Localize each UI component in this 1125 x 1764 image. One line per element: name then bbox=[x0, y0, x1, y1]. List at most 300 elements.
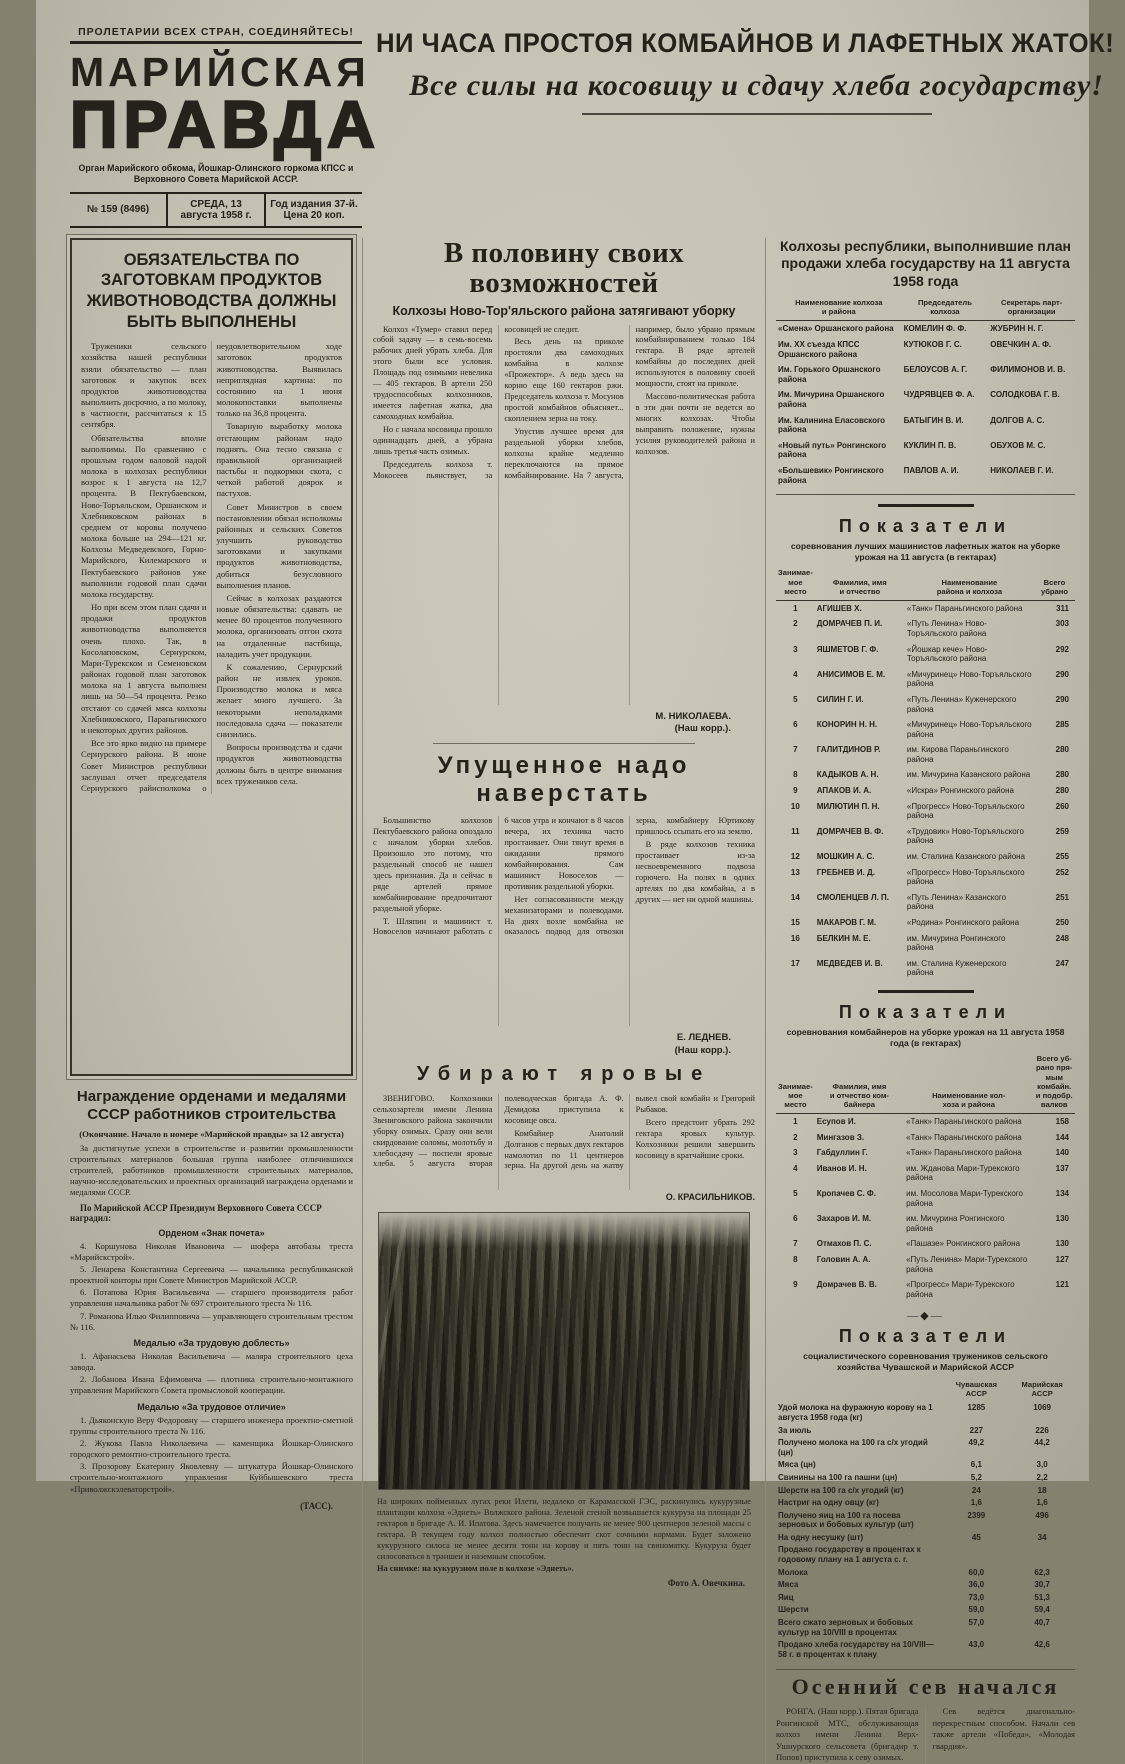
mari-value: 62,3 bbox=[1034, 1567, 1050, 1577]
indicators-machinists bbox=[776, 516, 1075, 981]
photo-caption: На широких пойменных лугах реки Илети, недалеко от Карамасской ГЭС, раскинулись кукурузные плантации колхоза «Эднеть» Волжского района. Зеленой стеной возвышается кукуруза на площади 25 гектаров в бригаде А. И. Ипатова. Здесь намечается получить не менее 900 центнеров зеленой массы с гектара. В текущем году колхоз полностью обеспечит скот сочными кормами. Будет заложено кукурузного силоса не менее десяти тонн на корову и пять тонн на свиноматку. Кукуруза будет силосоваться в траншеи и наземным способом. bbox=[377, 1496, 751, 1561]
article-divider bbox=[433, 743, 695, 744]
indicator-label: Мяса bbox=[778, 1580, 799, 1590]
photo-credit: Фото А. Овечкина. bbox=[667, 1578, 745, 1589]
table-row bbox=[776, 642, 1075, 667]
awards-continuation-note: (Окончание. Начало в номере «Марийской правды» за 12 августа) bbox=[79, 1128, 344, 1139]
main-article bbox=[373, 238, 755, 736]
table-row bbox=[776, 438, 1075, 463]
masthead bbox=[70, 26, 381, 228]
person-name: АНИСИМОВ Е. М. bbox=[816, 669, 886, 679]
indicator-label: Шерсти на 100 га с/х угодий (кг) bbox=[778, 1485, 904, 1495]
person-name: ЯШМЕТОВ Г. Ф. bbox=[816, 644, 879, 654]
hectares-total: 290 bbox=[1055, 669, 1069, 679]
kolkhoz-name: «Танк» Параньгинского района bbox=[906, 1148, 1022, 1158]
content-columns bbox=[70, 238, 1075, 1764]
person-name: Габдуллин Г. bbox=[816, 1148, 868, 1158]
chuvash-value bbox=[943, 1544, 1009, 1566]
hectares-total: 285 bbox=[1055, 720, 1069, 730]
kolkhoz-name: «Трудовик» Ново-Торъяльского района bbox=[906, 826, 1024, 846]
byline-note: (Наш корр.). bbox=[674, 1044, 731, 1056]
section-divider-bar bbox=[878, 504, 974, 507]
empty-header bbox=[776, 1378, 943, 1402]
kolkhoz-name: Им. Калинина Еласовского района bbox=[778, 415, 886, 435]
table-row bbox=[776, 1437, 1075, 1459]
place-rank: 1 bbox=[793, 1116, 798, 1126]
table-row bbox=[776, 1471, 1075, 1484]
column-header: Наименование колхоза и района bbox=[776, 296, 902, 321]
party-secretary-name: ЖУБРИН Н. Г. bbox=[990, 324, 1044, 334]
combiners-table bbox=[776, 1052, 1075, 1302]
indicators-combiners bbox=[776, 1002, 1075, 1302]
person-name: Кропачев С. Ф. bbox=[816, 1188, 876, 1198]
paragraph: Всего предстоит убрать 292 гектара яровых культур. Колхозники решили завершить косовицу в кратчайшие сроки. bbox=[635, 1117, 755, 1160]
autumn-sowing-title: Осенний сев начался bbox=[791, 1673, 1060, 1699]
chuvash-value: 5,2 bbox=[970, 1472, 982, 1482]
issue-edition-price bbox=[264, 194, 362, 226]
indicator-label: Молока bbox=[778, 1567, 808, 1577]
second-article bbox=[373, 752, 755, 1057]
place-rank: 8 bbox=[793, 1254, 798, 1264]
person-name: Мингазов З. bbox=[816, 1132, 865, 1142]
combiners-header-row bbox=[776, 1052, 1075, 1113]
indicator-label: Продано государству в процентах к годовому плану на 1 августа с. г. bbox=[778, 1545, 921, 1565]
middle-column bbox=[362, 238, 766, 1764]
place-rank: 7 bbox=[793, 745, 798, 755]
tass-credit: (ТАСС). bbox=[300, 1500, 333, 1511]
person-name: Есупов И. bbox=[816, 1116, 856, 1126]
paragraph: Сев ведётся диагонально-перекрестным способом. Начали сев также артели «Победа», «Молодая гвардия». bbox=[932, 1705, 1075, 1751]
mari-value: 34 bbox=[1037, 1532, 1047, 1542]
indicator-label: Получено яиц на 100 га посева зерновых и бобовых культур (шт) bbox=[778, 1510, 914, 1530]
section-divider-bar bbox=[878, 990, 974, 993]
awards-lead-in: По Марийской АССР Президиум Верховного Совета СССР наградил: bbox=[70, 1202, 322, 1223]
page-header bbox=[70, 26, 1115, 228]
hectares-total: 290 bbox=[1055, 694, 1069, 704]
paragraph: Упустив лучшее время для раздельной уборки хлебов, колхозы крайне медленно переключаются на прямое комбайнирование. На 7 августа, например, было убрано прямым комбайнированием только 184 гектара. В ряде артелей комбайны до последних дней используются в половину своей мощности, стоят на приколе. bbox=[504, 324, 755, 480]
hectares-total: 311 bbox=[1056, 603, 1069, 613]
person-name: МИЛЮТИН П. Н. bbox=[816, 801, 880, 811]
newspaper-title-line1: МАРИЙСКАЯ bbox=[70, 49, 370, 95]
person-name: КАДЫКОВ А. Н. bbox=[816, 770, 879, 780]
kolkhoz-name: Им. Мичурина Оршанского района bbox=[778, 390, 885, 409]
table-row bbox=[776, 1236, 1075, 1252]
photo-corn-field bbox=[378, 1212, 750, 1490]
kolkhoz-name: «Путь Ленина» Куженерского района bbox=[906, 694, 1017, 714]
place-rank: 10 bbox=[790, 801, 800, 811]
mari-value bbox=[1009, 1544, 1075, 1566]
table-row bbox=[776, 1277, 1075, 1302]
kolkhoz-name: «Путь Ленина» Ново-Торъяльского района bbox=[906, 619, 987, 638]
hectares-total: 127 bbox=[1055, 1254, 1069, 1264]
column-header: Секретарь парт- организации bbox=[988, 296, 1075, 321]
mari-value: 42,6 bbox=[1034, 1640, 1050, 1650]
place-rank: 15 bbox=[790, 918, 800, 928]
table-row bbox=[776, 824, 1075, 849]
award-item: 1. Дьяконскую Веру Федоровну — старшего инженера проектно-сметной группы строительного треста № 116. bbox=[70, 1414, 353, 1436]
chuvash-value: 43,0 bbox=[968, 1640, 985, 1650]
place-rank: 9 bbox=[793, 1280, 798, 1290]
paragraph: Но с начала косовицы прошло одиннадцать дней, а убрана лишь третья часть озимых. bbox=[373, 424, 493, 456]
award-section bbox=[70, 1228, 353, 1333]
grain-plan-winners-box bbox=[776, 238, 1075, 495]
kolkhoz-name: «Танк» Параньгинского района bbox=[906, 1132, 1022, 1142]
kolkhoz-name: им. Кирова Параньгинского района bbox=[906, 745, 1009, 764]
person-name: Захаров И. М. bbox=[816, 1214, 872, 1224]
second-article-title: Упущенное надо наверстать bbox=[437, 752, 691, 808]
chuvash-value: 49,2 bbox=[968, 1438, 985, 1448]
person-name: ДОМРАЧЕВ В. Ф. bbox=[816, 826, 884, 836]
table-row bbox=[776, 890, 1075, 915]
column-header: Наименование района и колхоза bbox=[905, 566, 1034, 600]
person-name: Иванов И. Н. bbox=[816, 1163, 867, 1173]
table-row bbox=[776, 1113, 1075, 1129]
paragraph: Большинство колхозов Пектубаевского района опоздало с началом уборки хлебов. Произошло это потому, что раздельный способ не нашел здесь признания. Да и сейчас в ряде артелей прямое комбайнирование предпочитают раздельной уборке. bbox=[373, 816, 493, 913]
table-row bbox=[776, 1145, 1075, 1161]
paragraph: Обязательства вполне выполнимы. По сравнению с прошлым годом валовой надой молока в колхозах республики возрос к 1 августа на 12,7 процента. В Пектубаевском, Ново-Торъяльском, Оршанском и Хлебниковском районах в среднем от коровы получено молока больше на 294—121 кг. Колхозы Медведевского, Горно-Марийского, Килемарского и Пектубаевского районов уже выполнили годовой план сдачи молока государству. bbox=[81, 432, 207, 599]
mari-value: 44,2 bbox=[1034, 1438, 1050, 1448]
kolkhoz-name: им. Сталина Куженерского района bbox=[906, 958, 1007, 978]
paragraph: Председатель колхоза т. Мокосеев пьянствует, за косовицей не следит. bbox=[373, 324, 580, 480]
person-name: СМОЛЕНЦЕВ Л. П. bbox=[816, 892, 890, 902]
table-row bbox=[776, 337, 1075, 362]
left-column bbox=[70, 238, 362, 1764]
table-row bbox=[776, 931, 1075, 956]
paragraph: Колхоз «Тумер» ставил перед собой задачу — в семь-восемь рабочих дней убрать хлеба. Для этого были все условия. Площадь под озимыми невелика — 405 гектаров. В артели 250 трудоспособных колхозников, имеется лафетная жатка, два самоходных комбайна. bbox=[373, 324, 493, 421]
photo-snapshot-note: На снимке: на кукурузном поле в колхозе «Эднеть». bbox=[377, 1564, 574, 1574]
main-article-subtitle: Колхозы Ново-Тор'яльского района затягивают уборку bbox=[392, 303, 736, 318]
kolkhoz-name: Им. Горького Оршанского района bbox=[778, 365, 881, 384]
main-article-byline bbox=[373, 711, 731, 736]
indicators3-title: Показатели bbox=[838, 1326, 1013, 1347]
table-row bbox=[776, 1531, 1075, 1544]
banner bbox=[362, 26, 1125, 115]
issue-date: СРЕДА, 13 августа 1958 г. bbox=[166, 194, 264, 226]
hectares-total: 134 bbox=[1055, 1188, 1069, 1198]
hectares-total: 248 bbox=[1055, 933, 1069, 943]
hectares-total: 130 bbox=[1055, 1214, 1069, 1224]
chuvash-value: 60,0 bbox=[968, 1567, 985, 1577]
indicator-label: Получено молока на 100 га с/х угодий (цн) bbox=[778, 1438, 928, 1457]
mari-value: 18 bbox=[1037, 1485, 1047, 1495]
award-item: 5. Ленарева Константина Сергеевича — начальника республиканской проектной конторы при Совете Министров Марийской АССР. bbox=[70, 1263, 353, 1286]
chuvash-value: 73,0 bbox=[968, 1592, 985, 1602]
person-name: СИЛИН Г. И. bbox=[816, 694, 864, 704]
place-rank: 9 bbox=[793, 786, 798, 796]
award-items bbox=[70, 1241, 353, 1333]
table-row bbox=[776, 1579, 1075, 1592]
paragraph: ЗВЕНИГОВО. Колхозники сельхозартели имени Ленина Звениговского района закончили уборку озимых. Сразу они вели скирдование соломы, молотьбу и хлебосдачу — поспели яровые хлеба. 5 августа вторая полеводческая бригада А. Ф. Демидова приступила к косовице овса. bbox=[373, 1093, 624, 1169]
place-rank: 5 bbox=[793, 694, 798, 704]
award-item: 4. Коршунова Николая Ивановича — шофера автобазы треста «Марийскстрой». bbox=[70, 1240, 353, 1262]
place-rank: 2 bbox=[793, 1132, 798, 1142]
person-name: МОШКИН А. С. bbox=[816, 852, 875, 862]
chuvash-value: 24 bbox=[971, 1485, 981, 1495]
hectares-total: 252 bbox=[1055, 867, 1069, 877]
column-header: Наименование кол- хоза и района bbox=[904, 1052, 1033, 1113]
winners-header-row bbox=[776, 296, 1075, 321]
kolkhoz-name: «Пашазе» Ронгинского района bbox=[906, 1239, 1021, 1249]
paragraph: Совет Министров в своем постановлении обязал исполкомы районных и сельских Советов улучшить руководство заготовками и закупками продуктов животноводства, добиться безусловного выполнения планов. bbox=[216, 501, 342, 590]
award-items bbox=[70, 1415, 353, 1495]
party-secretary-name: ФИЛИМОНОВ И. В. bbox=[990, 365, 1066, 375]
kolkhoz-name: Им. XX съезда КПСС Оршанского района bbox=[778, 339, 860, 359]
column-header: Всего уб- рано пря- мым комбайн. и подобр. валков bbox=[1033, 1052, 1075, 1113]
kolkhoz-name: «Большевик» Ронгинского района bbox=[778, 465, 884, 485]
autumn-sowing-body bbox=[776, 1706, 1075, 1764]
chuvash-value: 1285 bbox=[967, 1403, 986, 1413]
table-row bbox=[776, 413, 1075, 438]
masthead-slogan: ПРОЛЕТАРИИ ВСЕХ СТРАН, СОЕДИНЯЙТЕСЬ! bbox=[70, 26, 362, 44]
award-section-heading: Медалью «За трудовую доблесть» bbox=[133, 1337, 290, 1348]
second-article-body bbox=[373, 816, 755, 1026]
diamond-ornament-icon: —◆— bbox=[907, 1310, 944, 1323]
chairman-name: КУКЛИН П. В. bbox=[903, 440, 957, 450]
table-row bbox=[776, 717, 1075, 742]
paragraph: Товарную выработку молока отстающим районам надо поднять. Она тесно связана с правильной организацией пастьбы и подкормки скота, с четкой работой доярок и пастухов. bbox=[216, 421, 342, 499]
place-rank: 13 bbox=[790, 867, 800, 877]
hectares-total: 137 bbox=[1055, 1163, 1069, 1173]
kolkhoz-name: «Родина» Ронгинского района bbox=[906, 918, 1020, 928]
main-article-body bbox=[373, 325, 755, 705]
column-header: Занимае- мое место bbox=[776, 1052, 815, 1113]
kolkhoz-name: «Смена» Оршанского района bbox=[778, 324, 894, 334]
indicator-label: Удой молока на фуражную корову на 1 августа 1958 года (кг) bbox=[778, 1403, 933, 1422]
winners-table bbox=[776, 296, 1075, 488]
award-section-heading: Орденом «Знак почета» bbox=[158, 1227, 265, 1238]
indicator-label: Свинины на 100 га пашни (цн) bbox=[778, 1472, 898, 1482]
newspaper-page bbox=[36, 0, 1115, 1763]
table-row bbox=[776, 1604, 1075, 1617]
table-row bbox=[776, 1566, 1075, 1579]
paragraph: Все это ярко видно на примере Сернурского района. В июне Совет Министров республики заслушал отчет председателя Сернурского райисполкома о неудовлетворительном ходе заготовок продуктов животноводства. Выявилась неприглядная картина: по состоянию на 1 июня молокопоставки выполнены только на 36,8 процента. bbox=[81, 341, 342, 793]
hectares-total: 280 bbox=[1055, 786, 1069, 796]
hectares-total: 259 bbox=[1055, 826, 1069, 836]
kolkhoz-name: «Прогресс» Ново-Торъяльского района bbox=[906, 867, 1025, 887]
hectares-total: 280 bbox=[1055, 770, 1069, 780]
person-name: Домрачев В. В. bbox=[816, 1280, 877, 1290]
award-section bbox=[70, 1402, 353, 1495]
paragraph: Вопросы производства и сдачи продуктов животноводства должны быть в центре внимания всех тружеников села. bbox=[216, 742, 342, 786]
award-item: 2. Лобанова Ивана Ефимовича — плотника строительно-монтажного управления Марийского Совета промысловой кооперации. bbox=[70, 1374, 353, 1396]
kolkhoz-name: «Путь Ленина» Казанского района bbox=[906, 892, 1007, 912]
hectares-total: 280 bbox=[1055, 745, 1069, 755]
table-row bbox=[776, 1424, 1075, 1437]
kolkhoz-name: «Новый путь» Ронгинского района bbox=[778, 440, 887, 460]
indicator-label: Продано хлеба государству на 10/VIII—58 г. в процентах к плану bbox=[778, 1640, 934, 1659]
table-row bbox=[776, 1544, 1075, 1566]
column-header: Председатель колхоза bbox=[902, 296, 989, 321]
mari-value: 3,0 bbox=[1036, 1460, 1048, 1470]
hectares-total: 247 bbox=[1055, 958, 1069, 968]
table-row bbox=[776, 1639, 1075, 1661]
column-header: Занимае- мое место bbox=[776, 566, 815, 600]
kolkhoz-name: «Мичуринец» Ново-Торъяльского района bbox=[906, 720, 1032, 739]
person-name: ДОМРАЧЕВ П. И. bbox=[816, 619, 883, 629]
issue-edition: Год издания 37-й. bbox=[270, 198, 358, 210]
awards-intro: За достигнутые успехи в строительстве и развитии промышленности строительных материалов большая группа наиболее отличившихся строителей, работников промышленности строительных материалов, научно-исследовательских и проектных организаций награждена орденами и медалями СССР. bbox=[70, 1142, 353, 1198]
kolkhoz-name: «Прогресс» Мари-Турекского района bbox=[906, 1280, 1015, 1299]
kolkhoz-name: «Танк» Параньгинского района bbox=[906, 1116, 1022, 1126]
chairman-name: БЕЛОУСОВ А. Г. bbox=[903, 365, 968, 375]
person-name: МЕДВЕДЕВ И. В. bbox=[816, 958, 883, 968]
chairman-name: КОМЕЛИН Ф. Ф. bbox=[903, 324, 967, 334]
column-header: Фамилия, имя и отчество bbox=[815, 566, 905, 600]
table-row bbox=[776, 667, 1075, 692]
hectares-total: 121 bbox=[1055, 1280, 1069, 1290]
table-row bbox=[776, 692, 1075, 717]
place-rank: 12 bbox=[790, 852, 800, 862]
paragraph: РОНГА. (Наш корр.). Пятая бригада Ронгинской МТС, обслуживающая колхоз имени Ленина Верх-Ушнурского сельсовета (бригадир т. Попов) приступила к севу озимых. bbox=[776, 1705, 919, 1763]
table-row bbox=[776, 1186, 1075, 1211]
award-item: 2. Жукова Павла Николаевича — каменщика Йошкар-Олинского городского ремонтно-строительного треста. bbox=[70, 1437, 353, 1460]
place-rank: 3 bbox=[793, 1148, 798, 1158]
person-name: Головин А. А. bbox=[816, 1254, 871, 1264]
third-article-body bbox=[373, 1094, 755, 1190]
table-row bbox=[776, 616, 1075, 641]
chuvash-value: 6,1 bbox=[970, 1460, 982, 1470]
place-rank: 7 bbox=[793, 1239, 798, 1249]
awards-sections bbox=[70, 1228, 353, 1495]
table-row bbox=[776, 463, 1075, 488]
hectares-total: 251 bbox=[1055, 892, 1069, 902]
hectares-total: 140 bbox=[1055, 1148, 1069, 1158]
mari-value: 40,7 bbox=[1034, 1618, 1050, 1628]
column-header: Фамилия, имя и отчество ком- байнера bbox=[815, 1052, 904, 1113]
kolkhoz-name: «Искра» Ронгинского района bbox=[906, 786, 1014, 796]
chuvash-value: 57,0 bbox=[968, 1618, 985, 1628]
indicators2-title: Показатели bbox=[838, 1001, 1013, 1022]
banner-rule bbox=[582, 113, 932, 115]
person-name: КОНОРИН Н. Н. bbox=[816, 720, 878, 730]
indicator-label: Мяса (цн) bbox=[778, 1460, 816, 1470]
paragraph: Массово-политическая работа в эти дни почти не ведется во многих колхозах. Чтобы выправить положение, нужны усилия руководителей района и колхозов. bbox=[635, 392, 755, 456]
issue-number: № 159 (8496) bbox=[86, 204, 150, 216]
indicator-label: Настриг на одну овцу (кг) bbox=[778, 1498, 879, 1508]
kolkhoz-name: «Прогресс» Ново-Торъяльского района bbox=[906, 801, 1025, 821]
chuvash-value: 227 bbox=[969, 1425, 984, 1435]
republics-comparison-table bbox=[776, 1378, 1075, 1661]
person-name: МАКАРОВ Г. М. bbox=[816, 918, 877, 928]
mari-value: 1,6 bbox=[1036, 1498, 1048, 1508]
hectares-total: 292 bbox=[1055, 644, 1069, 654]
place-rank: 1 bbox=[793, 603, 798, 613]
place-rank: 8 bbox=[793, 770, 798, 780]
party-secretary-name: ОВЕЧКИН А. Ф. bbox=[990, 339, 1052, 349]
mari-value: 496 bbox=[1035, 1510, 1049, 1520]
place-rank: 2 bbox=[793, 619, 798, 629]
chuvash-value: 2399 bbox=[967, 1510, 986, 1520]
mari-value: 51,3 bbox=[1034, 1592, 1050, 1602]
indicator-label: Шерсти bbox=[778, 1605, 809, 1615]
paragraph: Весь день на приколе простояли два самоходных комбайна в колхозе «Прожектор». А ведь здесь на корню еще 160 гектаров ржи. Председатель колхоза т. Мосунов простой комбайнов объясняет... скоплением зерна на току. bbox=[504, 337, 624, 423]
paragraph: Комбайнер Анатолий Долганов с первых двух гектаров намолотил по 11 центнеров зерна. На другой день на жатву вывел свой комбайн и Григорий Рыбаков. bbox=[504, 1093, 755, 1171]
kolkhoz-name: «Танк» Параньгинского района bbox=[906, 603, 1023, 613]
paragraph: Т. Шляпин и машинист т. Новоселов начинают работать с 6 часов утра и кончают в 8 часов вечера, их техника часто простаивает. Они тянут время в ожидании прямого комбайнирования. Сам машинист Новоселов — противник раздельной уборки. bbox=[373, 816, 624, 937]
chairman-name: БАТЫГИН В. И. bbox=[903, 415, 964, 425]
third-article bbox=[373, 1063, 755, 1202]
table-row bbox=[776, 321, 1075, 337]
mari-value: 1069 bbox=[1033, 1403, 1051, 1413]
table-row bbox=[776, 1617, 1075, 1639]
place-rank: 17 bbox=[790, 958, 800, 968]
third-article-title: Убирают яровые bbox=[416, 1062, 712, 1085]
hectares-total: 158 bbox=[1055, 1116, 1069, 1126]
issue-price: Цена 20 коп. bbox=[283, 209, 345, 221]
indicators1-title: Показатели bbox=[838, 516, 1013, 537]
table-row bbox=[776, 783, 1075, 799]
paragraph: К сожалению, Сернурский район не извлек уроков. Производство молока и мяса желает много лучшего. За некоторыми неполадками последовала сдача — показатели снизились. bbox=[216, 661, 342, 739]
hectares-total: 250 bbox=[1055, 918, 1069, 928]
lead-editorial-body bbox=[81, 341, 342, 794]
byline-name: Е. ЛЕДНЕВ. bbox=[676, 1032, 731, 1044]
table-row bbox=[776, 1130, 1075, 1146]
byline-note: (Наш корр.). bbox=[674, 722, 731, 734]
table-row bbox=[776, 1161, 1075, 1186]
mari-value: 2,2 bbox=[1036, 1472, 1048, 1482]
comparison-table-body bbox=[776, 1402, 1075, 1661]
person-name: ГРЕБНЕВ И. Д. bbox=[816, 867, 875, 877]
kolkhoz-name: им. Мосолова Мари-Турекского района bbox=[906, 1188, 1023, 1208]
award-item: 6. Потапова Юрия Васильевича — старшего производителя работ управления начальника работ № 697 строительного треста № 116. bbox=[70, 1287, 353, 1309]
table-row bbox=[776, 849, 1075, 865]
machinists-header-row bbox=[776, 566, 1075, 600]
table-row bbox=[776, 1497, 1075, 1510]
chairman-name: КУТЮКОВ Г. С. bbox=[903, 339, 962, 349]
table-row bbox=[776, 387, 1075, 412]
chairman-name: ПАВЛОВ А. И. bbox=[903, 465, 959, 475]
table-row bbox=[776, 865, 1075, 890]
party-secretary-name: СОЛОДКОВА Г. В. bbox=[990, 390, 1060, 400]
place-rank: 16 bbox=[790, 933, 800, 943]
indicators3-subtitle: социалистического соревнования тружеников сельского хозяйства Чувашской и Марийской АССР bbox=[803, 1351, 1048, 1373]
award-section bbox=[70, 1338, 353, 1397]
mari-value: 59,4 bbox=[1034, 1605, 1050, 1615]
banner-headline: НИ ЧАСА ПРОСТОЯ КОМБАЙНОВ И ЛАФЕТНЫХ ЖАТОК! bbox=[376, 28, 1115, 58]
person-name: Отмахов П. С. bbox=[816, 1239, 872, 1249]
kolkhoz-name: им. Мичурина Казанского района bbox=[906, 770, 1031, 780]
chuvash-value: 45 bbox=[971, 1532, 981, 1542]
kolkhoz-name: «Йошкар кече» Ново-Торъяльского района bbox=[906, 644, 988, 664]
chuvash-value: 36,0 bbox=[968, 1580, 985, 1590]
place-rank: 6 bbox=[793, 1214, 798, 1224]
place-rank: 5 bbox=[793, 1188, 798, 1198]
hectares-total: 303 bbox=[1055, 619, 1069, 629]
person-name: БЕЛКИН М. Е. bbox=[816, 933, 871, 943]
chairman-name: ЧУДРЯВЦЕВ Ф. А. bbox=[903, 390, 975, 400]
hectares-total: 130 bbox=[1055, 1239, 1069, 1249]
comparison-header-row bbox=[776, 1378, 1075, 1402]
autumn-sowing-article bbox=[776, 1669, 1075, 1764]
person-name: ГАЛИТДИНОВ Р. bbox=[816, 745, 881, 755]
table-row bbox=[776, 600, 1075, 616]
main-article-title: В половину своих возможностей bbox=[443, 236, 685, 300]
awards-article bbox=[70, 1088, 353, 1511]
kolkhoz-name: им. Сталина Казанского района bbox=[906, 852, 1026, 862]
award-item: 3. Прозорову Екатерину Яковлевну — штукатура Йошкар-Олинского строительно-монтажного управления Куйбышевского треста «Приволжскэлеваторстрой». bbox=[70, 1461, 353, 1494]
person-name: АГИШЕВ Х. bbox=[816, 603, 862, 613]
award-items bbox=[70, 1351, 353, 1397]
winners-box-title: Колхозы республики, выполнившие план продажи хлеба государству на 11 августа 1958 года bbox=[780, 237, 1071, 289]
table-row bbox=[776, 1459, 1075, 1472]
chuvash-value: 59,0 bbox=[968, 1605, 985, 1615]
table-row bbox=[776, 1252, 1075, 1277]
hectares-total: 260 bbox=[1055, 801, 1069, 811]
machinists-table bbox=[776, 566, 1075, 981]
person-name: АПАКОВ И. А. bbox=[816, 786, 872, 796]
awards-title: Награждение орденами и медалями СССР работников строительства bbox=[76, 1087, 347, 1123]
combiners-table-body bbox=[776, 1113, 1075, 1302]
